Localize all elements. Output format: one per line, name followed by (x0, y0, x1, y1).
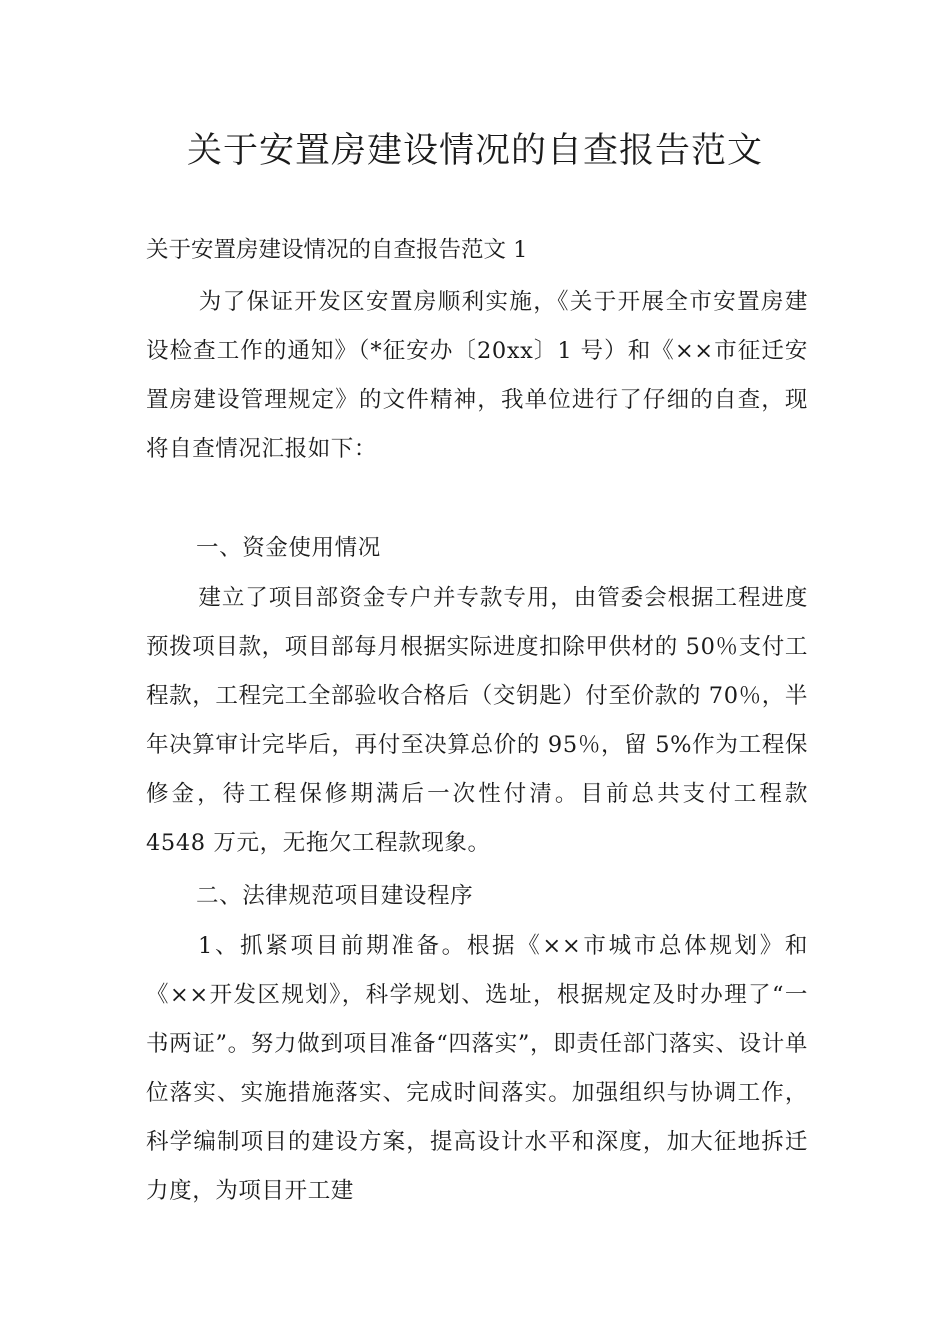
paragraph-funds (146, 574, 808, 868)
paragraph-intro (146, 278, 808, 474)
paragraph-funds-text: 建立了项目部资金专户并专款专用，由管委会根据工程进度预拨项目款，项目部每月根据实际进度扣除甲供材的 50％支付工程款，工程完工全部验收合格后（交钥匙）付至价款的 70％，半年决算审计完毕后，再付至决算总价的 95％，留 5%作为工程保修金，待工程保修期满后一次性付清。目前总共支付工程款 4548 万元，无拖欠工程款现象。 (146, 585, 808, 856)
paragraph-preparation-text: 1、抓紧项目前期准备。根据《××市城市总体规划》和《××开发区规划》，科学规划、选址，根据规定及时办理了“一书两证”。努力做到项目准备“四落实”，即责任部门落实、设计单位落实、实施措施落实、完成时间落实。加强组织与协调工作，科学编制项目的建设方案，提高设计水平和深度，加大征地拆迁力度，为项目开工建 (146, 933, 808, 1204)
section-heading-procedure: 二、法律规范项目建设程序 (196, 883, 474, 909)
paragraph-intro-text: 为了保证开发区安置房顺利实施，《关于开展全市安置房建设检查工作的通知》（*征安办〔20xx〕1 号）和《××市征迁安置房建设管理规定》的文件精神，我单位进行了仔细的自查，现将自查情况汇报如下： (146, 289, 808, 462)
document-title: 关于安置房建设情况的自查报告范文 (186, 131, 763, 171)
paragraph-preparation (146, 922, 808, 1216)
section-heading-funds: 一、资金使用情况 (196, 535, 381, 561)
document-subtitle: 关于安置房建设情况的自查报告范文 1 (146, 237, 528, 263)
